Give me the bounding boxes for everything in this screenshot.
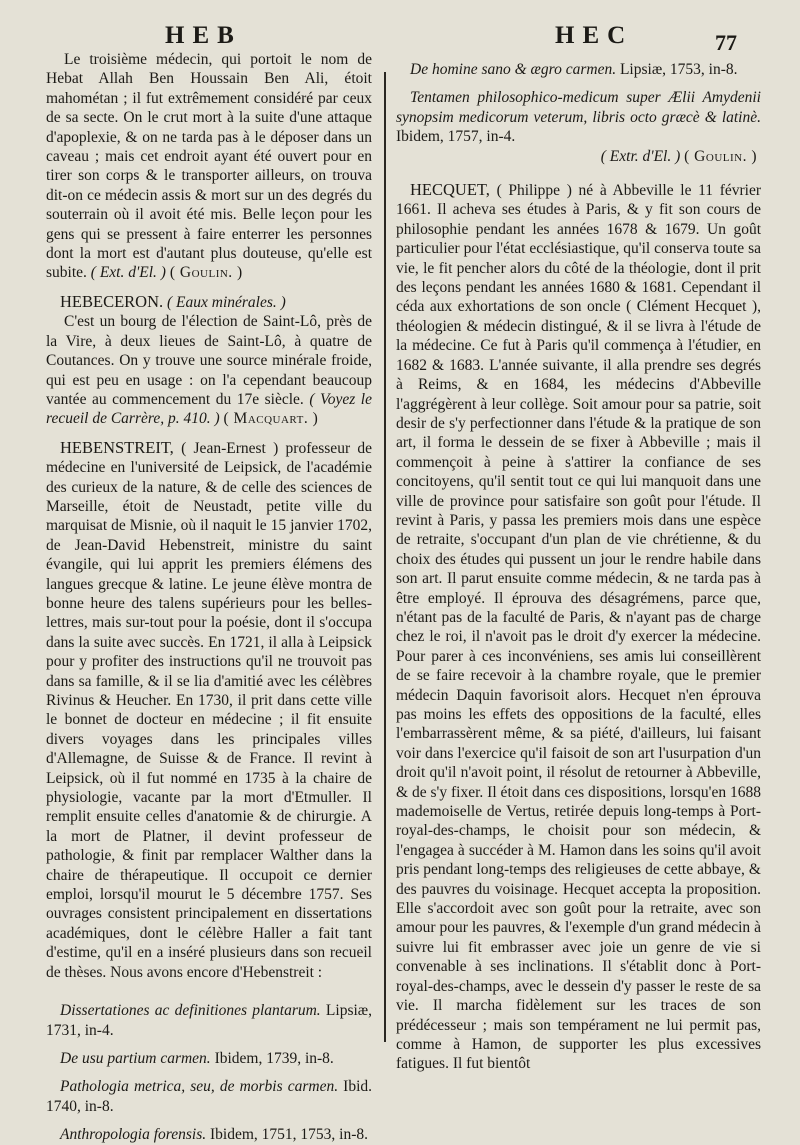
work-imprint: Ibidem, 1739, in-8. [214, 1049, 334, 1067]
cross-reference: ( Voyez le recueil de Carrère, p. 410. ) [46, 390, 372, 428]
entry-hebenstreit [46, 429, 372, 982]
left-running-head: HEB [165, 22, 242, 49]
work-title: Pathologia metrica, seu, de morbis carmen. [60, 1078, 339, 1096]
headword: HECQUET, [410, 180, 490, 200]
bibliography-item [46, 1116, 372, 1144]
author-signature: ( Macquart. ) [223, 410, 319, 428]
spacer [46, 982, 372, 992]
bibliography-item [46, 1040, 372, 1068]
work-imprint: Ibid. 1740, in-8. [46, 1078, 372, 1115]
work-title: Dissertationes ac definitiones plantarum. [60, 1002, 321, 1020]
author-signature: ( Goulin. ) [684, 147, 757, 165]
author-signature: ( Goulin. ) [169, 264, 243, 282]
headword: HEBENSTREIT, [60, 437, 174, 457]
entry-heading-hebeceron [46, 283, 372, 312]
bibliography-item [46, 992, 372, 1040]
work-imprint: Ibidem, 1757, in-4. [396, 128, 516, 146]
left-column [46, 50, 372, 1145]
signoff [396, 147, 761, 166]
page-number: 77 [715, 30, 737, 55]
entry-text: ( Philippe ) né à Abbeville le 11 février 1661. Il acheva ses études à Paris, & y fit son cours de philosophie pendant les années 1678 & 1679. Un goût particulier pour l'état ecclésiastique, qu'il conserva toute sa vie, le fit pencher alors du côté de la théologie, dont il prit des leçons pendant les années 1680 & 1681. Cependant il céda aux exhortations de son oncle ( Clément Hecquet ), théologien & médecin distingué, & il se livra à l'étude de la médecine. Ce fut à Paris qu'il commença à l'étudier, en 1682 & 1683. L'année suivante, il alla prendre ses degrés à Reims, & en 1684, les médecins d'Abbeville l'aggrégèrent à leur collège. Soit amour pour sa patrie, soit desir de s'y perfectionner dans l'étude & la pratique de son art, il forma le dessein de se fixer à Abbeville ; mais il commençoit à peine à s'attirer la confiance de ses concitoyens, qu'il sentit tout ce qui lui manquoit dans une ville de province pour satisfaire son goût pour l'étude. Il revint à Paris, y passa les premiers mois dans une espèce de retraite, s'occupant d'un plan de vie chrétienne, & du choix des études qui pussent un jour le rendre habile dans son art. Il parut ensuite comme médecin, & ne tarda pas à être employé. Il éprouva des désagrémens, parce que, n'étant pas de la faculté de Paris, & n'ayant pas de charge chez le roi, il n'avoit pas le droit d'y exercer la médecine. Pour parer à ces inconvéniens, ses amis lui conseillèrent de se faire recevoir à la chambre royale, que le premier médecin Daquin favorisoit alors. Hecquet n'en éprouva pas moins les effets des oppositions de la faculté, elles l'embarrassèrent même, & sa piété, d'ailleurs, lui faisant voir dans l'exercice qu'il faisoit de son art l'usurpation d'un droit qu'il n'avoit point, il résolut de retourner à Abbeville, & de s'y fixer. Il étoit dans ces dispositions, lorsqu'en 1688 mademoiselle de Vertus, retirée depuis long-temps à Port-royal-des-champs, le choisit pour son médecin, & l'engagea à succéder à M. Hamon dans les soins qu'il avoit pris pendant long-temps des religieuses de cette abbaye, & des pauvres du voisinage. Hecquet accepta la proposition. Elle s'accordoit avec son goût pour la retraite, avec son amour pour les pauvres, & l'exemple d'un grand médecin à suivre lui fit embrasser avec joie un genre de vie si convenable à ses inclinations. Il s'établit donc à Port-royal-des-champs, avec le dessein d'y passer le reste de sa vie. Il marcha fidèlement sur les traces de son prédécesseur ; mais son tempérament ne lui permit pas, comme à Hamon, de supporter les plus excessives fatigues. Il fut bientôt [396, 182, 762, 1073]
work-title: De usu partium carmen. [60, 1049, 211, 1067]
work-title: De homine sano & ægro carmen. [410, 61, 617, 78]
headword: HEBECERON. [60, 291, 164, 311]
work-title: Anthropologia forensis. [60, 1126, 207, 1144]
entry-body-hebeceron [46, 312, 372, 428]
goulin-paragraph [46, 50, 372, 283]
column-divider [384, 72, 386, 1042]
right-column [396, 50, 761, 1074]
citation: ( Ext. d'El. ) [90, 264, 166, 282]
bibliography-item [396, 79, 761, 146]
entry-hecquet [396, 166, 761, 1074]
entry-text: C'est un bourg de l'élection de Saint-Lô, près de la Vire, à deux lieues de Saint-Lô, à quatre de Coutances. On y trouve une source minérale froide, qui est peu en usage : on l'a cependant beaucoup vantée au commencement du 17e siècle. [46, 313, 372, 408]
headword-label: ( Eaux minérales. ) [167, 293, 286, 311]
work-title: Tentamen philosophico-medicum super Ælii Amydenii synopsim medicorum veterum, libris octo græcè & latinè. [396, 89, 761, 126]
bibliography-item [396, 50, 761, 79]
citation: ( Extr. d'El. ) [600, 147, 681, 165]
work-imprint: Lipsiæ, 1753, in-8. [619, 61, 738, 78]
bibliography-item [46, 1068, 372, 1116]
goulin-paragraph-text: Le troisième médecin, qui portoit le nom de Hebat Allah Ben Houssain Ben Ali, étoit mahométan ; il fut extrêmement considéré par ceux de sa secte. On le crut mort à la suite d'une attaque d'apoplexie, & on ne tarda pas à le déposer dans un caveau ; mais cet endroit ayant été ouvert pour en tirer son corps & le transporter ailleurs, on trouva dit-on ce médecin assis & mort sur un des degrés du souterrain où il avoit été mis. Belle leçon pour les gens qui se pressent à faire enterrer les personnes dont la mort est d'autant plus douteuse, qu'elle est subite. [46, 51, 372, 282]
work-imprint: Lipsiæ, 1731, in-4. [46, 1002, 372, 1039]
entry-text: ( Jean-Ernest ) professeur de médecine en l'université de Leipsick, de l'académie des curieux de la nature, & de celle des sciences de Marseille, étoit de Neustadt, petite ville du marquisat de Misnie, où il naquit le 15 janvier 1702, de Jean-David Hebenstreit, ministre du saint évangile, qui lui apprit les premiers élémens des langues grecque & latine. Le jeune élève montra de bonne heure des talens supérieurs pour les belles-lettres, mais sur-tout pour la poésie, dont il s'occupa dans la suite avec succès. En 1721, il alla à Leipsick pour y profiter des instructions qu'il ne trouvoit pas dans sa famille, & il se lia d'amitié avec les célèbres Rivinus & Heucher. En 1730, il prit dans cette ville le bonnet de docteur en médecine ; il fit ensuite divers voyages dans les principales villes d'Allemagne, de Suisse & de France. Il revint à Leipsick, où il fut nommé en 1735 à la chaire de physiologie, vacante par la mort d'Etmuller. Il remplit ensuite celles d'anatomie & de chirurgie. A la mort de Platner, il devint professeur de pathologie, & finit par remplacer Walther dans la chaire de thérapeutique. Il occupoit ce dernier emploi, lorsqu'il mourut le 5 décembre 1757. Ses ouvrages consistent principalement en dissertations académiques, dont le célèbre Haller a fait tant d'estime, qu'il en a inséré plusieurs dans son recueil de thèses. Nous avons encore d'Hebenstreit : [46, 439, 373, 981]
right-running-head: HEC [555, 22, 634, 49]
work-imprint: Ibidem, 1751, 1753, in-8. [209, 1126, 368, 1144]
